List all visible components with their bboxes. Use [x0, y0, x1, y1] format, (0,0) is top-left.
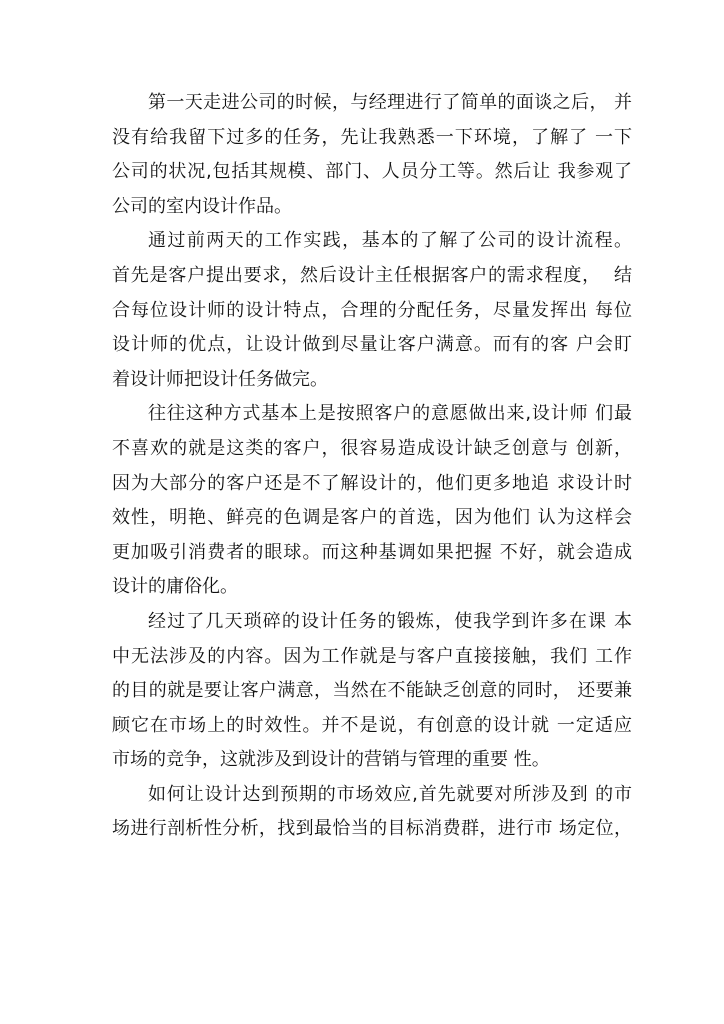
text-line: 场进行剖析性分析，找到最恰当的目标消费群，进行市 场定位， [112, 818, 632, 840]
text-line: 设计师的优点，让设计做到尽量让客户满意。而有的客 户会盯 [112, 334, 632, 356]
paragraph-1 [112, 86, 632, 224]
text-line: 没有给我留下过多的任务，先让我熟悉一下环境，了解了 一下 [112, 126, 632, 148]
text-line: 更加吸引消费者的眼球。而这种基调如果把握 不好，就会造成 [112, 541, 632, 563]
text-line: 第一天走进公司的时候，与经理进行了简单的面谈之后， 并 [148, 92, 632, 113]
document-body [112, 86, 632, 847]
text-line: 公司的状况,包括其规模、部门、人员分工等。然后让 我参观了 [112, 161, 632, 183]
paragraph-2 [112, 224, 632, 397]
text-line: 市场的竞争，这就涉及到设计的营销与管理的重要 性。 [112, 749, 550, 771]
text-line: 着设计师把设计任务做完。 [112, 368, 328, 390]
text-line: 合每位设计师的设计特点，合理的分配任务，尽量发挥出 每位 [112, 299, 632, 321]
text-line: 公司的室内设计作品。 [112, 195, 292, 217]
text-line: 往往这种方式基本上是按照客户的意愿做出来,设计师 们最 [148, 403, 632, 425]
text-line: 中无法涉及的内容。因为工作就是与客户直接接触，我们 工作 [112, 645, 632, 667]
text-line: 的目的就是要让客户满意，当然在不能缺乏创意的同时， 还要兼 [112, 680, 632, 702]
text-line: 因为大部分的客户还是不了解设计的，他们更多地追 求设计时 [112, 472, 632, 494]
text-line: 顾它在市场上的时效性。并不是说，有创意的设计就 一定适应 [112, 714, 632, 736]
text-line: 效性，明艳、鲜亮的色调是客户的首选，因为他们 认为这样会 [112, 507, 632, 529]
text-line: 不喜欢的就是这类的客户，很容易造成设计缺乏创意与 创新， [112, 437, 632, 459]
paragraph-4 [112, 605, 632, 778]
text-line: 通过前两天的工作实践，基本的了解了公司的设计流程。 [148, 230, 632, 252]
paragraph-5 [112, 778, 632, 847]
text-line: 经过了几天琐碎的设计任务的锻炼，使我学到许多在课 本 [148, 610, 632, 632]
text-line: 首先是客户提出要求，然后设计主任根据客户的需求程度， 结 [112, 264, 632, 286]
text-line: 设计的庸俗化。 [112, 576, 238, 598]
paragraph-3 [112, 397, 632, 605]
text-line: 如何让设计达到预期的市场效应,首先就要对所涉及到 的市 [148, 783, 632, 805]
